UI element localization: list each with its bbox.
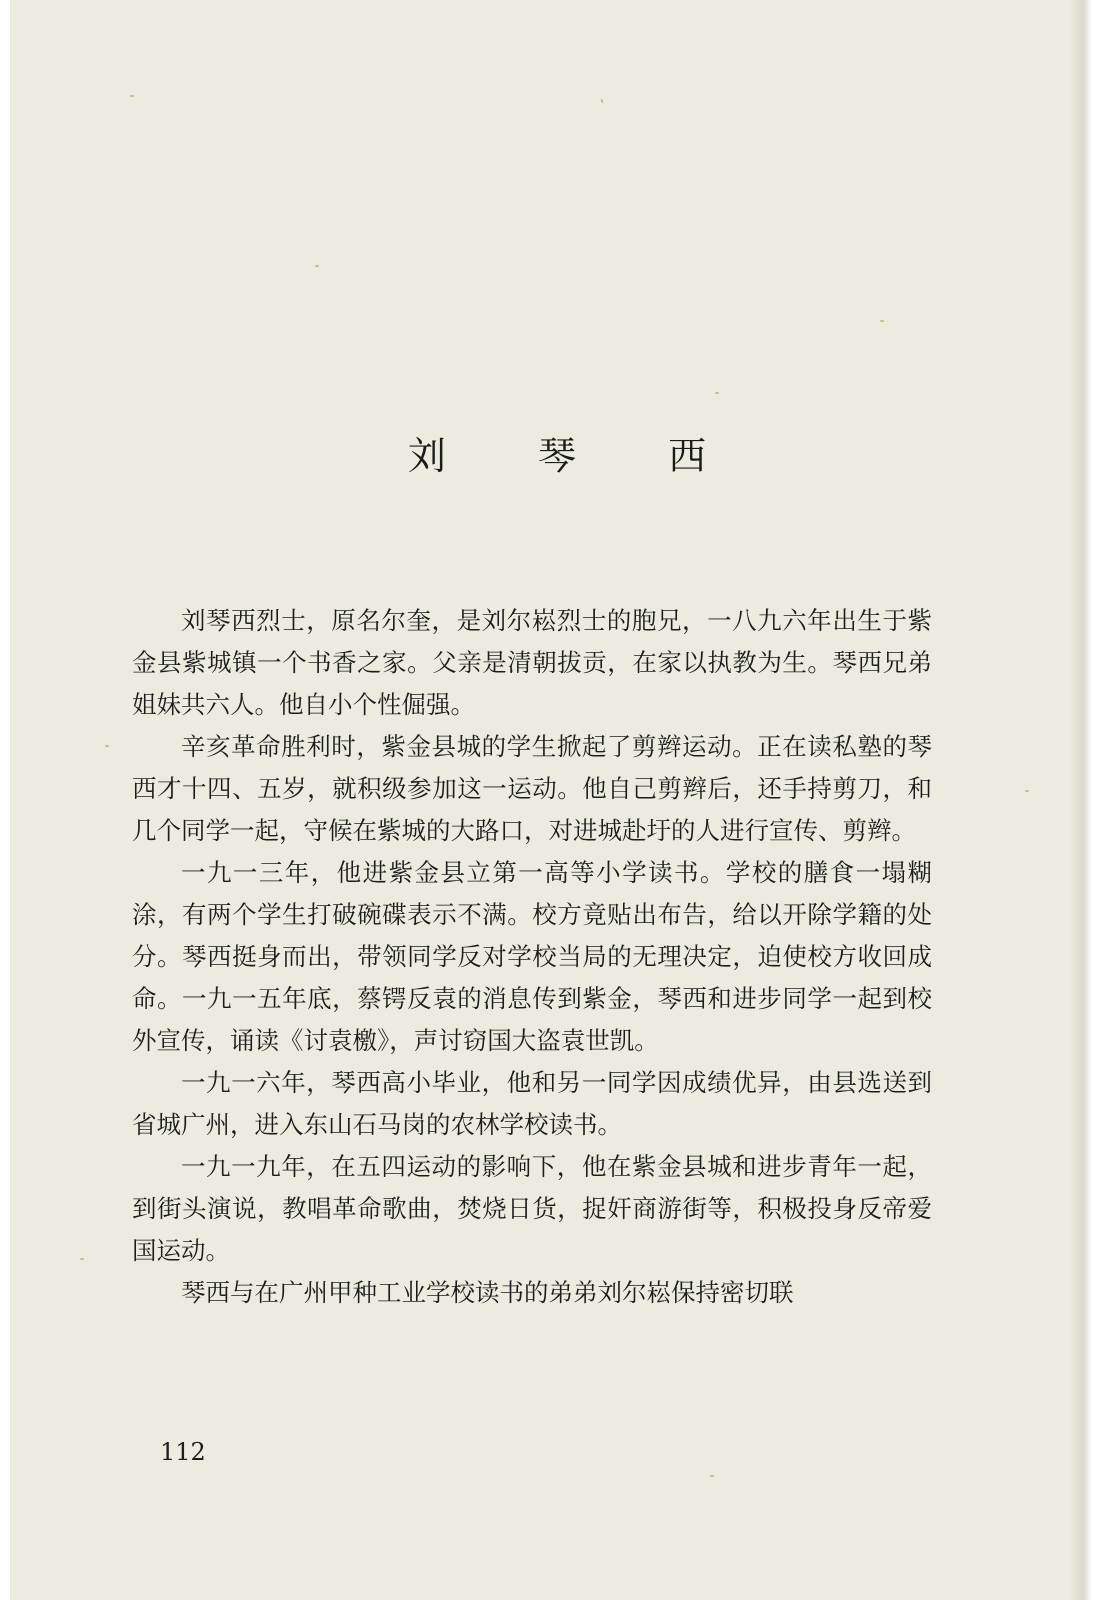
- paper-speck: [600, 99, 603, 103]
- paper-speck: [130, 95, 134, 97]
- paper-speck: [880, 320, 884, 322]
- paragraph: 刘琴西烈士，原名尔奎，是刘尔崧烈士的胞兄，一八九六年出生于紫金县紫城镇一个书香之家。父亲是清朝拔贡，在家以执教为生。琴西兄弟姐妹共六人。他自小个性倔强。: [132, 606, 932, 719]
- paragraph: 一九一九年，在五四运动的影响下，他在紫金县城和进步青年一起，到街头演说，教唱革命歌曲，焚烧日货，捉奸商游街等，积极投身反帝爱国运动。: [132, 1152, 932, 1265]
- paper-speck: [710, 1475, 714, 1477]
- page-title: 刘 琴 西: [407, 434, 747, 478]
- page-edge-shadow: [1070, 0, 1092, 1600]
- paper-speck: [1025, 790, 1029, 792]
- paper-speck: [105, 745, 109, 747]
- paper-speck: [80, 1258, 84, 1260]
- paragraph: 琴西与在广州甲种工业学校读书的弟弟刘尔崧保持密切联: [181, 1278, 794, 1307]
- paper-speck: [315, 265, 319, 267]
- article-body: [132, 600, 932, 1314]
- paper-speck: [715, 392, 719, 394]
- page-number: 112: [160, 1438, 206, 1466]
- paragraph: 辛亥革命胜利时，紫金县城的学生掀起了剪辫运动。正在读私塾的琴西才十四、五岁，就积级参加这一运动。他自己剪辫后，还手持剪刀，和几个同学一起，守候在紫城的大路口，对进城赴圩的人进行宣传、剪辫。: [132, 732, 932, 845]
- paragraph: 一九一三年，他进紫金县立第一高等小学读书。学校的膳食一塌糊涂，有两个学生打破碗碟表示不满。校方竟贴出布告，给以开除学籍的处分。琴西挺身而出，带领同学反对学校当局的无理决定，迫使校方收回成命。一九一五年底，蔡锷反袁的消息传到紫金，琴西和进步同学一起到校外宣传，诵读《讨袁檄》，声讨窃国大盗袁世凯。: [132, 858, 932, 1055]
- paragraph: 一九一六年，琴西高小毕业，他和另一同学因成绩优异，由县选送到省城广州，进入东山石马岗的农林学校读书。: [132, 1068, 932, 1139]
